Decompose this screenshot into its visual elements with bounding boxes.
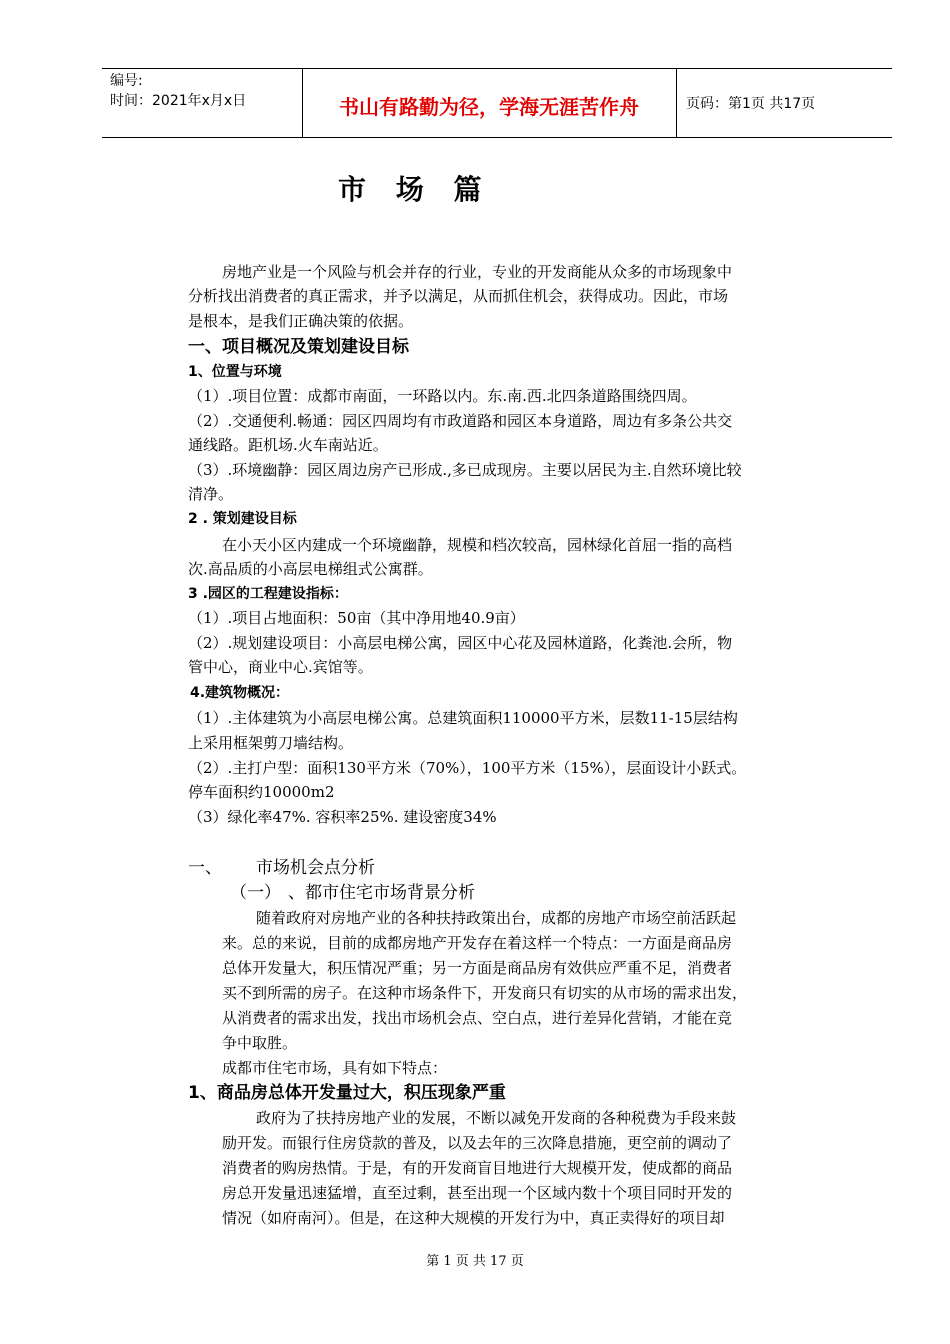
section-heading: 市场机会点分析 bbox=[256, 858, 375, 878]
body-line: 通线路。距机场.火车南站近。 bbox=[188, 436, 388, 454]
body-line: （2）.规划建设项目：小高层电梯公寓，园区中心花及园林道路，化粪池.会所，物 bbox=[188, 634, 733, 652]
subsection-heading: 4.建筑物概况： bbox=[190, 685, 290, 701]
header-meta bbox=[110, 71, 246, 111]
body-line: 房总开发量迅速猛增，直至过剩，甚至出现一个区域内数十个项目同时开发的 bbox=[222, 1184, 733, 1202]
header-divider bbox=[676, 69, 677, 137]
section-number: 一、 bbox=[188, 858, 222, 878]
body-line: 来。总的来说，目前的成都房地产开发存在着这样一个特点：一方面是商品房 bbox=[222, 934, 733, 952]
body-line: 买不到所需的房子。在这种市场条件下，开发商只有切实的从市场的需求出发， bbox=[222, 984, 748, 1002]
body-line: （2）.主打户型：面积130平方米（70%），100平方米（15%），层面设计小跃式。 bbox=[188, 759, 747, 777]
body-line: 消费者的购房热情。于是，有的开发商盲目地进行大规模开发，使成都的商品 bbox=[222, 1159, 733, 1177]
subsection-heading: 1、位置与环境 bbox=[188, 364, 282, 380]
body-line: （3）.环境幽静：园区周边房产已形成.,多已成现房。主要以居民为主.自然环境比较 bbox=[188, 461, 742, 479]
body-line: 清净。 bbox=[188, 485, 234, 503]
header-page-label: 页码：第1页 共17页 bbox=[686, 96, 816, 112]
subsection-heading: 3 .园区的工程建设指标： bbox=[188, 586, 348, 602]
number-label: 编号: bbox=[110, 73, 143, 89]
section-heading: 一、项目概况及策划建设目标 bbox=[188, 337, 409, 357]
body-line: 停车面积约10000m2 bbox=[188, 783, 335, 801]
body-line: 是根本，是我们正确决策的依据。 bbox=[188, 312, 414, 330]
page-footer: 第 1 页 共 17 页 bbox=[426, 1254, 524, 1269]
body-line: （1）.项目位置：成都市南面，一环路以内。东.南.西.北四条道路围绕四周。 bbox=[188, 387, 697, 405]
body-line: 分析找出消费者的真正需求，并予以满足，从而抓住机会，获得成功。因此，市场 bbox=[188, 287, 729, 305]
subsection-heading: 2 . 策划建设目标 bbox=[188, 511, 297, 527]
body-line: （2）.交通便利.畅通：园区四周均有市政道路和园区本身道路，周边有多条公共交 bbox=[188, 412, 733, 430]
document-header bbox=[102, 68, 892, 138]
body-line: 成都市住宅市场，具有如下特点： bbox=[222, 1059, 448, 1077]
subsection-heading: 1、商品房总体开发量过大，积压现象严重 bbox=[188, 1083, 506, 1103]
body-line: 从消费者的需求出发，找出市场机会点、空白点，进行差异化营销，才能在竞 bbox=[222, 1009, 733, 1027]
body-line: 次.高品质的小高层电梯组式公寓群。 bbox=[188, 560, 433, 578]
body-line: 在小天小区内建成一个环境幽静，规模和档次较高，园林绿化首屈一指的高档 bbox=[222, 536, 733, 554]
body-line: 情况（如府南河）。但是，在这种大规模的开发行为中，真正卖得好的项目却 bbox=[222, 1209, 725, 1227]
date-label: 时间：2021年x月x日 bbox=[110, 93, 247, 109]
body-line: 上采用框架剪刀墙结构。 bbox=[188, 734, 354, 752]
body-line: 政府为了扶持房地产业的发展，不断以减免开发商的各种税费为手段来鼓 bbox=[256, 1109, 737, 1127]
subsection-number: （一） bbox=[230, 883, 281, 903]
body-line: 争中取胜。 bbox=[222, 1034, 298, 1052]
subsection-heading: 、都市住宅市场背景分析 bbox=[288, 883, 475, 903]
header-motto: 书山有路勤为径，学海无涯苦作舟 bbox=[339, 95, 639, 119]
body-line: （1）.主体建筑为小高层电梯公寓。总建筑面积110000平方米，层数11-15层结构 bbox=[188, 709, 738, 727]
body-line: （1）.项目占地面积：50亩（其中净用地40.9亩） bbox=[188, 609, 525, 627]
body-line: 随着政府对房地产业的各种扶持政策出台，成都的房地产市场空前活跃起 bbox=[256, 909, 737, 927]
body-line: 房地产业是一个风险与机会并存的行业，专业的开发商能从众多的市场现象中 bbox=[222, 263, 733, 281]
body-line: 励开发。而银行住房贷款的普及，以及去年的三次降息措施，更空前的调动了 bbox=[222, 1134, 733, 1152]
body-line: 管中心，商业中心.宾馆等。 bbox=[188, 658, 373, 676]
body-line: 总体开发量大，积压情况严重；另一方面是商品房有效供应严重不足，消费者 bbox=[222, 959, 733, 977]
body-line: （3）绿化率47%. 容积率25%. 建设密度34% bbox=[188, 808, 497, 826]
page-title: 市 场 篇 bbox=[338, 173, 492, 206]
